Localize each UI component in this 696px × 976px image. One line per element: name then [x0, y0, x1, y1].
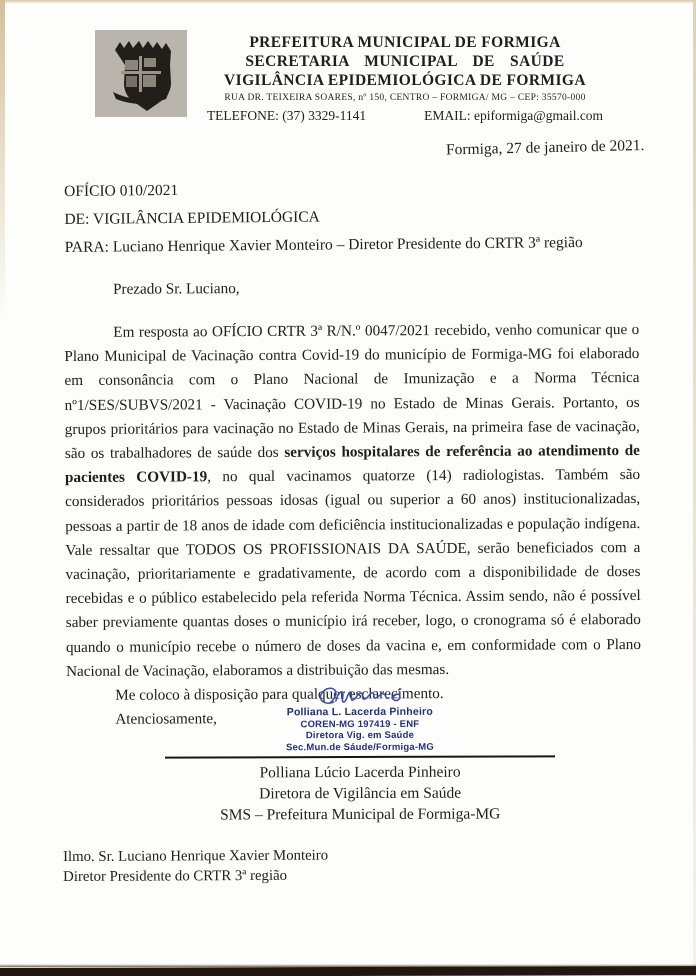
- org-contact-row: [160, 107, 650, 124]
- letterhead: [160, 33, 650, 124]
- org-name-line2: SECRETARIA MUNICIPAL DE SAÚDE: [245, 53, 565, 70]
- signature-divider: [165, 755, 555, 758]
- org-name-line1: PREFEITURA MUNICIPAL DE FORMIGA: [249, 34, 561, 51]
- stamp-name: Polliana L. Lacerda Pinheiro: [286, 705, 433, 719]
- addressee-block: [63, 847, 328, 887]
- to-line: PARA: Luciano Henrique Xavier Monteiro – Diretor Presidente do CRTR 3ª região: [64, 234, 583, 256]
- reference-block: [64, 173, 583, 262]
- stamp-registration: COREN-MG 197419 - ENF: [300, 718, 420, 730]
- scan-edge-bottom: [0, 966, 696, 976]
- date-line: Formiga, 27 de janeiro de 2021.: [445, 137, 645, 159]
- signer-org: SMS – Prefeitura Municipal de Formiga-MG: [220, 805, 501, 824]
- addressee-title: Diretor Presidente do CRTR 3ª região: [63, 867, 288, 885]
- main-paragraph: [64, 318, 641, 684]
- signer-title: Diretora de Vigilância em Saúde: [259, 784, 462, 803]
- scan-edge-top: [0, 0, 696, 4]
- closing-line: Atenciosamente,: [115, 710, 217, 728]
- org-address: RUA DR. TEIXEIRA SOARES, nº 150, CENTRO – FORMIGA/ MG – CEP: 35570-000: [224, 93, 586, 103]
- scan-edge-left: [0, 0, 5, 320]
- signer-name: Polliana Lúcio Lacerda Pinheiro: [259, 763, 461, 782]
- addressee-name: Ilmo. Sr. Luciano Henrique Xavier Monteiro: [63, 847, 329, 865]
- letter-body: [64, 278, 641, 732]
- paragraph-segment: Em resposta ao OFÍCIO CRTR 3ª R/N.º 0047/2021 recebido, venho comunicar que o Plano Municipal de Vacinação contra Covid-19 do município de Formiga-MG foi elaborado em consonância com o Plano Nacional de Imunização e a Norma Técnica nº1/SES/SUBVS/2021 - Vacinação COVID-19 no Estado de Minas Gerais. Portanto, os grupos prioritários para vacinação no Estado de Minas Gerais, na primeira fase de vacinação, são os trabalhadores de saúde dos: [64, 320, 640, 463]
- rubber-stamp: [130, 706, 590, 754]
- org-phone: TELEFONE: (37) 3329-1141: [206, 108, 367, 123]
- stamp-department: Sec.Mun.de Sáude/Formiga-MG: [285, 741, 434, 753]
- signature-block: [130, 683, 590, 826]
- org-name-line3: VIGILÂNCIA EPIDEMIOLÓGICA DE FORMIGA: [224, 72, 586, 89]
- stamp-title: Diretora Vig. em Saúde: [305, 729, 415, 742]
- paragraph-segment: , no qual vacinamos quatorze (14) radiologistas. Também são considerados prioritários pessoas idosas (igual ou superior a 60 anos) institucionalizadas, pessoas a partir de 18 anos de idade com deficiência institucionalizadas e população indígena. Vale ressaltar que TODOS OS PROFISSIONAIS DA SAÚDE, serão beneficiados com a vacinação, prioritariamente e gradativamente, de acordo com a disponibilidade de doses recebidas e o público estabelecido pela referida Norma Técnica. Assim sendo, não é possível saber previamente quantas doses o município irá receber, logo, o cronograma só é elaborado quando o município recebe o número de doses da vacina e, em conformidade com o Plano Nacional de Vacinação, elaboramos a distribuição das mesmas.: [65, 466, 641, 680]
- paragraph-bold-segment: serviços hospitalares de referência ao atendimento de pacientes COVID-19: [64, 442, 640, 487]
- org-email: EMAIL: epiformiga@gmail.com: [424, 108, 604, 123]
- salutation: Prezado Sr. Luciano,: [112, 280, 240, 298]
- availability-line: Me coloco à disposição para qualquer esclarecimento.: [115, 685, 444, 704]
- oficio-number: OFÍCIO 010/2021: [64, 181, 179, 200]
- from-line: DE: VIGILÂNCIA EPIDEMIOLÓGICA: [64, 208, 320, 228]
